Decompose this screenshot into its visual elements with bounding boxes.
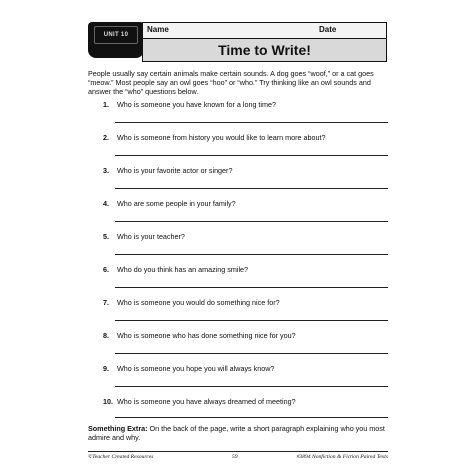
page-title: Time to Write! xyxy=(143,39,386,61)
question-text: Who is someone you would do something nice for? xyxy=(117,298,280,307)
header-box xyxy=(142,22,387,62)
question-5 xyxy=(103,232,388,241)
question-number: 6. xyxy=(103,265,109,274)
answer-line-3[interactable] xyxy=(115,188,388,189)
question-number: 10. xyxy=(103,397,113,406)
footer-copyright: ©Teacher Created Resources xyxy=(88,454,154,460)
unit-badge xyxy=(88,22,144,58)
question-number: 5. xyxy=(103,232,109,241)
question-number: 1. xyxy=(103,100,109,109)
page-footer xyxy=(88,451,388,462)
question-text: Who is someone you have always dreamed of meeting? xyxy=(117,397,296,406)
question-number: 9. xyxy=(103,364,109,373)
answer-line-2[interactable] xyxy=(115,155,388,156)
answer-line-5[interactable] xyxy=(115,254,388,255)
question-number: 8. xyxy=(103,331,109,340)
question-7 xyxy=(103,298,388,307)
question-text: Who is someone you hope you will always know? xyxy=(117,364,275,373)
answer-line-8[interactable] xyxy=(115,353,388,354)
question-8 xyxy=(103,331,388,340)
question-4 xyxy=(103,199,388,208)
unit-label: UNIT 10 xyxy=(94,26,138,44)
question-number: 7. xyxy=(103,298,109,307)
question-text: Who is someone from history you would like to learn more about? xyxy=(117,133,326,142)
something-extra-label: Something Extra: xyxy=(88,424,148,433)
something-extra xyxy=(88,424,388,442)
question-2 xyxy=(103,133,388,142)
question-9 xyxy=(103,364,388,373)
question-3 xyxy=(103,166,388,175)
question-10 xyxy=(103,397,388,406)
answer-line-1[interactable] xyxy=(115,122,388,123)
footer-book-title: #3894 Nonfiction & Fiction Paired Texts xyxy=(296,454,388,460)
answer-line-10[interactable] xyxy=(115,417,388,418)
question-text: Who is your teacher? xyxy=(117,232,185,241)
name-date-row xyxy=(143,23,386,39)
question-text: Who do you think has an amazing smile? xyxy=(117,265,249,274)
question-number: 4. xyxy=(103,199,109,208)
question-number: 2. xyxy=(103,133,109,142)
question-text: Who is someone who has done something nice for you? xyxy=(117,331,296,340)
answer-line-9[interactable] xyxy=(115,386,388,387)
question-1 xyxy=(103,100,388,109)
footer-page-number: 59 xyxy=(232,454,238,460)
date-label: Date xyxy=(319,25,337,34)
question-text: Who is someone you have known for a long time? xyxy=(117,100,277,109)
answer-line-7[interactable] xyxy=(115,320,388,321)
answer-line-4[interactable] xyxy=(115,221,388,222)
question-text: Who is your favorite actor or singer? xyxy=(117,166,233,175)
intro-paragraph: People usually say certain animals make certain sounds. A dog goes “woof,” or a cat goes “meow.” Most people say an owl goes “hoo” or “who.” Try thinking like an owl sounds and answer the “who” questions below. xyxy=(88,69,374,97)
something-extra-text: On the back of the page, write a short paragraph explaining who you most admire and why. xyxy=(88,424,385,443)
answer-line-6[interactable] xyxy=(115,287,388,288)
question-number: 3. xyxy=(103,166,109,175)
question-6 xyxy=(103,265,388,274)
name-label: Name xyxy=(147,25,169,34)
question-text: Who are some people in your family? xyxy=(117,199,236,208)
